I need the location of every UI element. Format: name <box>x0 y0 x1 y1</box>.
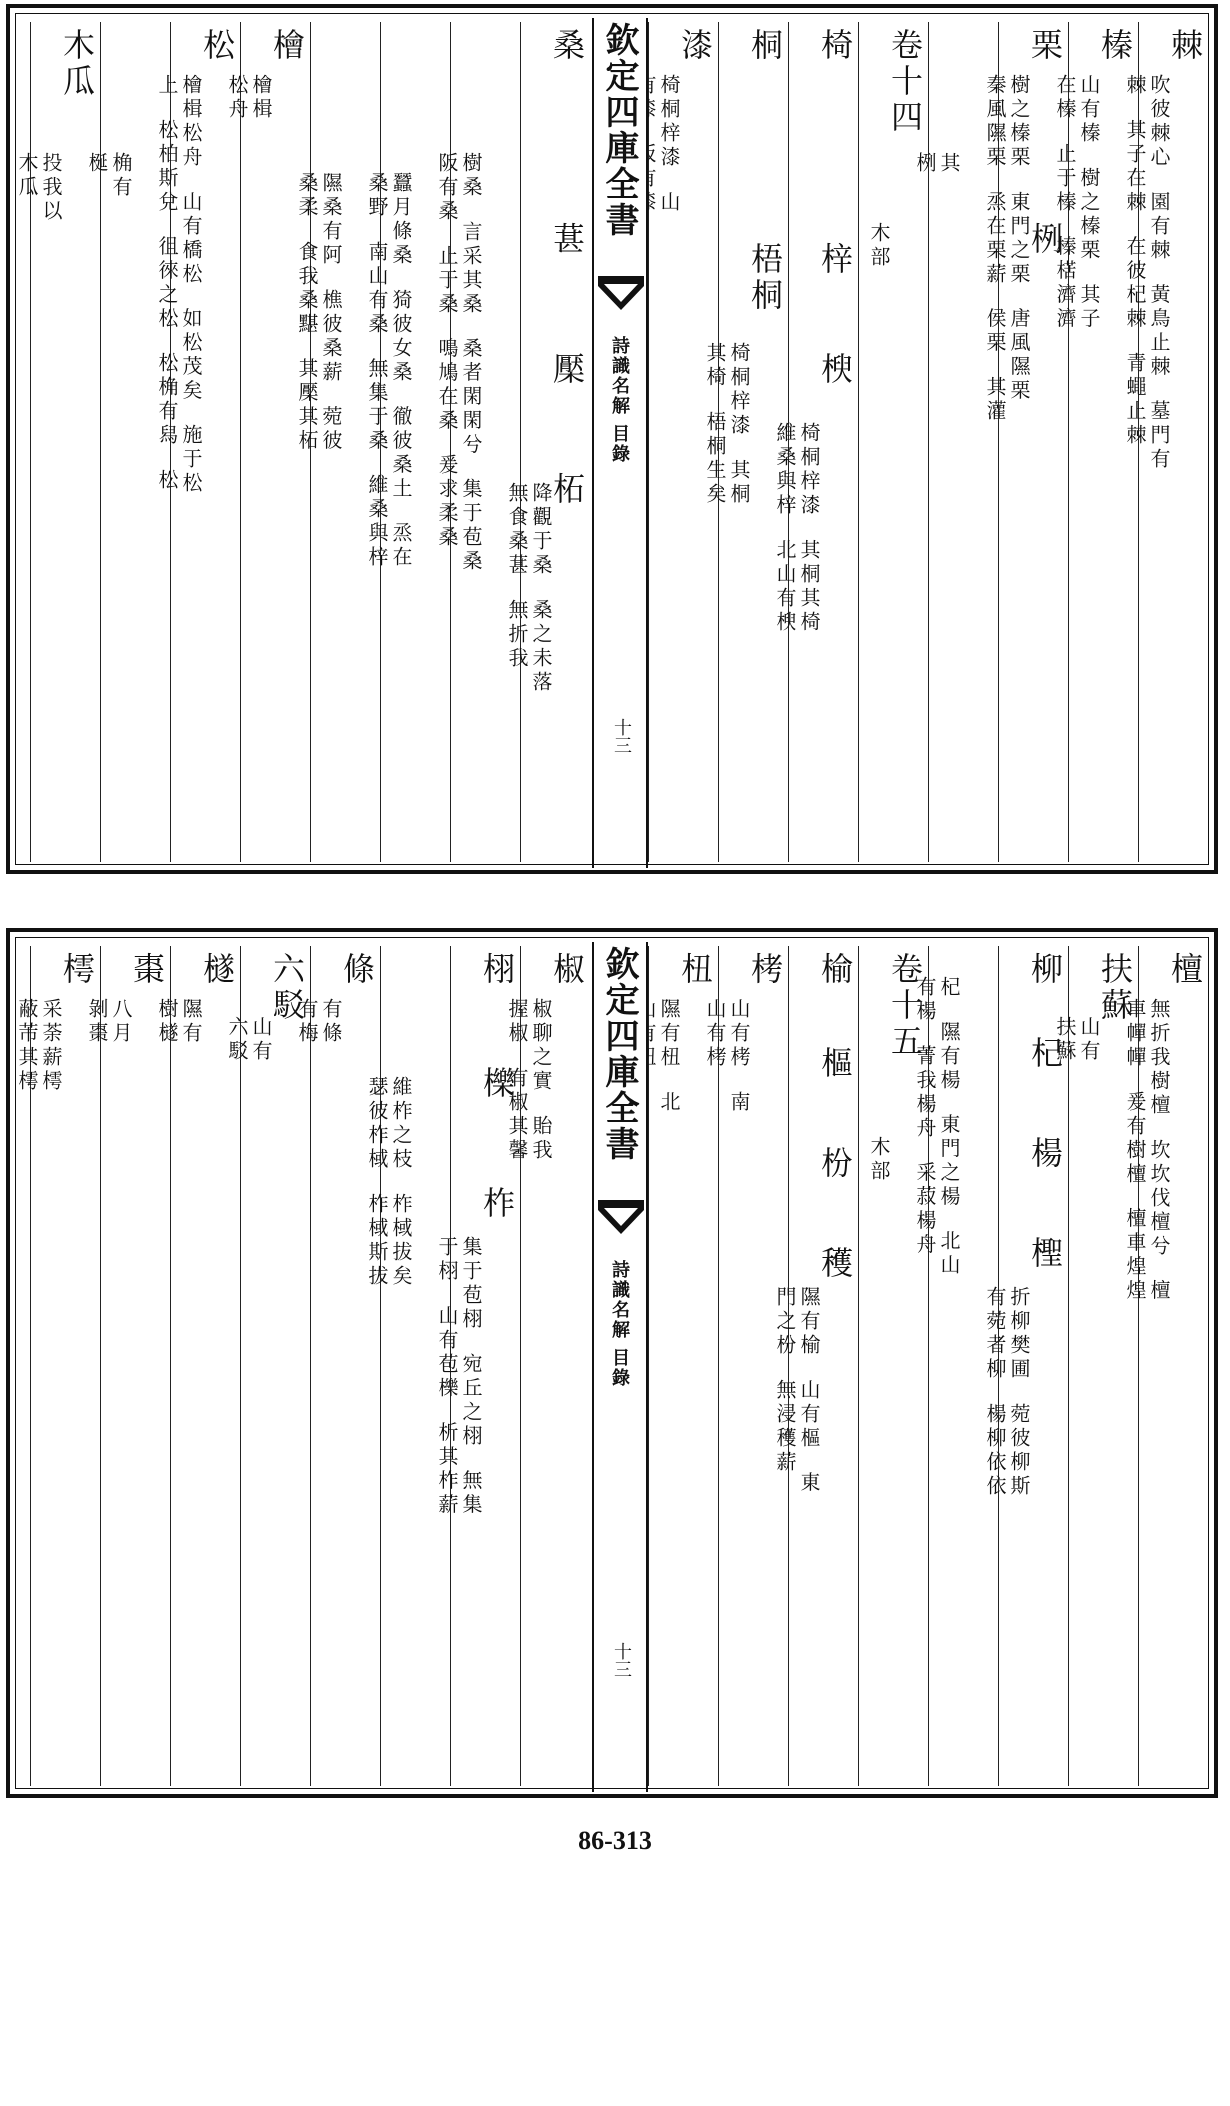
entry-heading-櫟: 櫟 <box>478 1066 516 1102</box>
entry-note: 山有榛 樹之榛栗 其子 在榛 止于榛 榛楛濟濟 <box>1053 74 1101 332</box>
entry-note: 椒聊之實 貽我 握椒 有椒其馨 <box>505 998 553 1163</box>
entry-note: 檜楫 松舟 <box>225 74 273 122</box>
column-楊 <box>913 946 998 1786</box>
column-檀 <box>1123 946 1208 1786</box>
entry-note: 山有 六駁 <box>225 1016 273 1064</box>
entry-heading: 樗 <box>58 952 96 988</box>
entry-note: 蠶月條桑 猗彼女桑 徹彼桑土 烝在 桑野 南山有桑 無集于桑 維桑與梓 <box>365 172 413 571</box>
entry-note: 降觀于桑 桑之未落 無食桑葚 無折我 <box>505 482 553 695</box>
section-label: 木部 <box>867 222 891 270</box>
entry-heading: 杻 <box>676 952 714 988</box>
column-桑 <box>505 22 590 862</box>
entry-note: 椅桐梓漆 其桐 其椅 梧桐生矣 <box>703 342 751 507</box>
column-榆 <box>773 946 858 1786</box>
column-檖 <box>155 946 240 1786</box>
entry-note: 集于苞栩 宛丘之栩 無集 于栩 山有苞櫟 析其柞薪 <box>435 1236 483 1518</box>
entry-heading-梧桐: 梧桐 <box>746 242 784 314</box>
column-juan-14 <box>858 22 928 862</box>
book-title: 欽定四庫全書 <box>599 22 639 238</box>
entry-note: 隰有杻 北 <box>657 998 681 1115</box>
folio-number: 十三 <box>611 1642 632 1678</box>
folio-number: 十三 <box>611 718 632 754</box>
volume-heading: 卷十四 <box>886 28 924 136</box>
entry-heading-栵: 栵 <box>1026 222 1064 258</box>
entry-note: 杞 隰有楊 東門之楊 北山 有楊 菁我楊舟 采菽楊舟 <box>913 976 961 1279</box>
entry-heading: 檜 <box>268 28 306 64</box>
entry-heading-穫: 穫 <box>816 1246 854 1282</box>
entry-note: 無折我樹檀 坎坎伐檀兮 檀 車幝幝 爰有樹檀 檀車煌煌 <box>1123 998 1171 1304</box>
column-柳 <box>983 946 1068 1786</box>
entry-note: 隰有榆 山有樞 東 門之枌 無浸穫薪 <box>773 1286 821 1496</box>
entry-note: 樹桑 言采其桑 桑者閑閑兮 集于苞桑 阪有桑 止于桑 鳴鳩在桑 爰求柔桑 <box>435 152 483 575</box>
entry-heading: 椅 <box>816 28 854 64</box>
entry-note: 椅桐梓漆 其桐其椅 維桑與梓 北山有楰 <box>773 422 821 635</box>
entry-heading-杞: 杞 <box>1026 1036 1064 1072</box>
column-柞 <box>365 946 450 1786</box>
entry-note: 樹之榛栗 東門之栗 唐風隰栗 秦風隰栗 烝在栗薪 侯栗 其灌 <box>983 74 1031 425</box>
fishtail-mark-icon <box>598 1200 644 1240</box>
column-juan-15 <box>858 946 928 1786</box>
center-fold-strip <box>592 942 648 1792</box>
column-榛 <box>1053 22 1138 862</box>
column-木瓜 <box>15 22 100 862</box>
section-label: 木部 <box>867 1136 891 1184</box>
page-number: 86-313 <box>578 1826 652 1855</box>
entry-heading: 栩 <box>478 952 516 988</box>
entry-heading-樞: 樞 <box>816 1046 854 1082</box>
entry-heading: 松 <box>198 28 236 64</box>
entry-heading: 條 <box>338 952 376 988</box>
entry-heading: 檀 <box>1166 952 1204 988</box>
entry-heading: 漆 <box>676 28 714 64</box>
entry-heading: 柳 <box>1026 952 1064 988</box>
entry-heading-楊: 楊 <box>1026 1136 1064 1172</box>
entry-heading: 榛 <box>1096 28 1134 64</box>
entry-heading: 栲 <box>746 952 784 988</box>
column-椅 <box>773 22 858 862</box>
entry-heading-葚: 葚 <box>548 222 586 258</box>
entry-note: 吹彼棘心 園有棘 黃鳥止棘 墓門有 棘 其子在棘 在彼杞棘 青蠅止棘 <box>1123 74 1171 473</box>
column-漆 <box>648 22 718 862</box>
column-條 <box>295 946 380 1786</box>
section-title: 詩識名解 目錄 <box>609 336 630 465</box>
column-桐 <box>703 22 788 862</box>
column-桑-4 <box>295 22 380 862</box>
entry-note: 山有 扶蘇 <box>1053 1016 1101 1064</box>
entry-note: 檜楫松舟 山有橋松 如松茂矣 施于松 上 松柏斯兌 徂徠之松 松桷有舄 松 <box>155 74 203 497</box>
column-栲 <box>703 946 788 1786</box>
entry-heading: 六駁 <box>268 952 306 1024</box>
column-松-2 <box>85 22 170 862</box>
bottom-page-panel <box>6 928 1218 1798</box>
entry-heading: 棗 <box>128 952 166 988</box>
column-桑-2 <box>435 22 520 862</box>
entry-note: 隰有 樹檖 <box>155 998 203 1046</box>
column-六駁 <box>225 946 310 1786</box>
entry-heading: 桐 <box>746 28 784 64</box>
entry-heading-柘: 柘 <box>548 472 586 508</box>
entry-note: 有條 有梅 <box>295 998 343 1046</box>
entry-note: 投我以 木瓜 <box>15 152 63 224</box>
column-桑-3 <box>365 22 450 862</box>
entry-heading: 桑 <box>548 28 586 64</box>
entry-heading-枌: 枌 <box>816 1146 854 1182</box>
entry-heading-梓: 梓 <box>816 242 854 278</box>
entry-heading-檿: 檿 <box>548 352 586 388</box>
entry-heading: 棘 <box>1166 28 1204 64</box>
volume-heading: 卷十五 <box>886 952 924 1060</box>
column-棗 <box>85 946 170 1786</box>
column-松 <box>155 22 240 862</box>
center-fold-strip <box>592 18 648 868</box>
entry-note: 其 栵 <box>913 152 961 176</box>
column-檜 <box>225 22 310 862</box>
section-title: 詩識名解 目錄 <box>609 1260 630 1389</box>
fishtail-mark-icon <box>598 276 644 316</box>
column-栵-continued <box>913 22 998 862</box>
entry-heading: 木瓜 <box>58 28 96 100</box>
column-扶蘇 <box>1053 946 1138 1786</box>
entry-heading: 榆 <box>816 952 854 988</box>
column-栩 <box>435 946 520 1786</box>
entry-note: 桷有 梴 <box>85 152 133 200</box>
column-栗 <box>983 22 1068 862</box>
column-樗 <box>15 946 100 1786</box>
top-page-panel <box>6 4 1218 874</box>
entry-note: 折柳樊圃 菀彼柳斯 有菀者柳 楊柳依依 <box>983 1286 1031 1499</box>
entry-note: 隰桑有阿 樵彼桑薪 菀彼 桑柔 食我桑黮 其檿其柘 <box>295 172 343 454</box>
entry-heading: 檖 <box>198 952 236 988</box>
entry-note: 八月 剝棗 <box>85 998 133 1046</box>
column-椒 <box>505 946 590 1786</box>
entry-note: 椅桐梓漆 山 <box>657 74 681 215</box>
entry-heading: 栗 <box>1026 28 1064 64</box>
entry-note: 采荼薪樗 蔽芾其樗 <box>15 998 63 1094</box>
entry-heading-楰: 楰 <box>816 352 854 388</box>
book-title: 欽定四庫全書 <box>599 946 639 1162</box>
entry-heading: 扶蘇 <box>1096 952 1134 1024</box>
column-棘 <box>1123 22 1208 862</box>
entry-note: 維柞之枝 柞棫拔矣 瑟彼柞棫 柞棫斯拔 <box>365 1076 413 1289</box>
entry-heading: 椒 <box>548 952 586 988</box>
entry-note: 山有栲 南 山有栲 <box>703 998 751 1115</box>
entry-heading-檉: 檉 <box>1026 1236 1064 1272</box>
entry-heading-柞: 柞 <box>478 1186 516 1222</box>
column-杻 <box>648 946 718 1786</box>
